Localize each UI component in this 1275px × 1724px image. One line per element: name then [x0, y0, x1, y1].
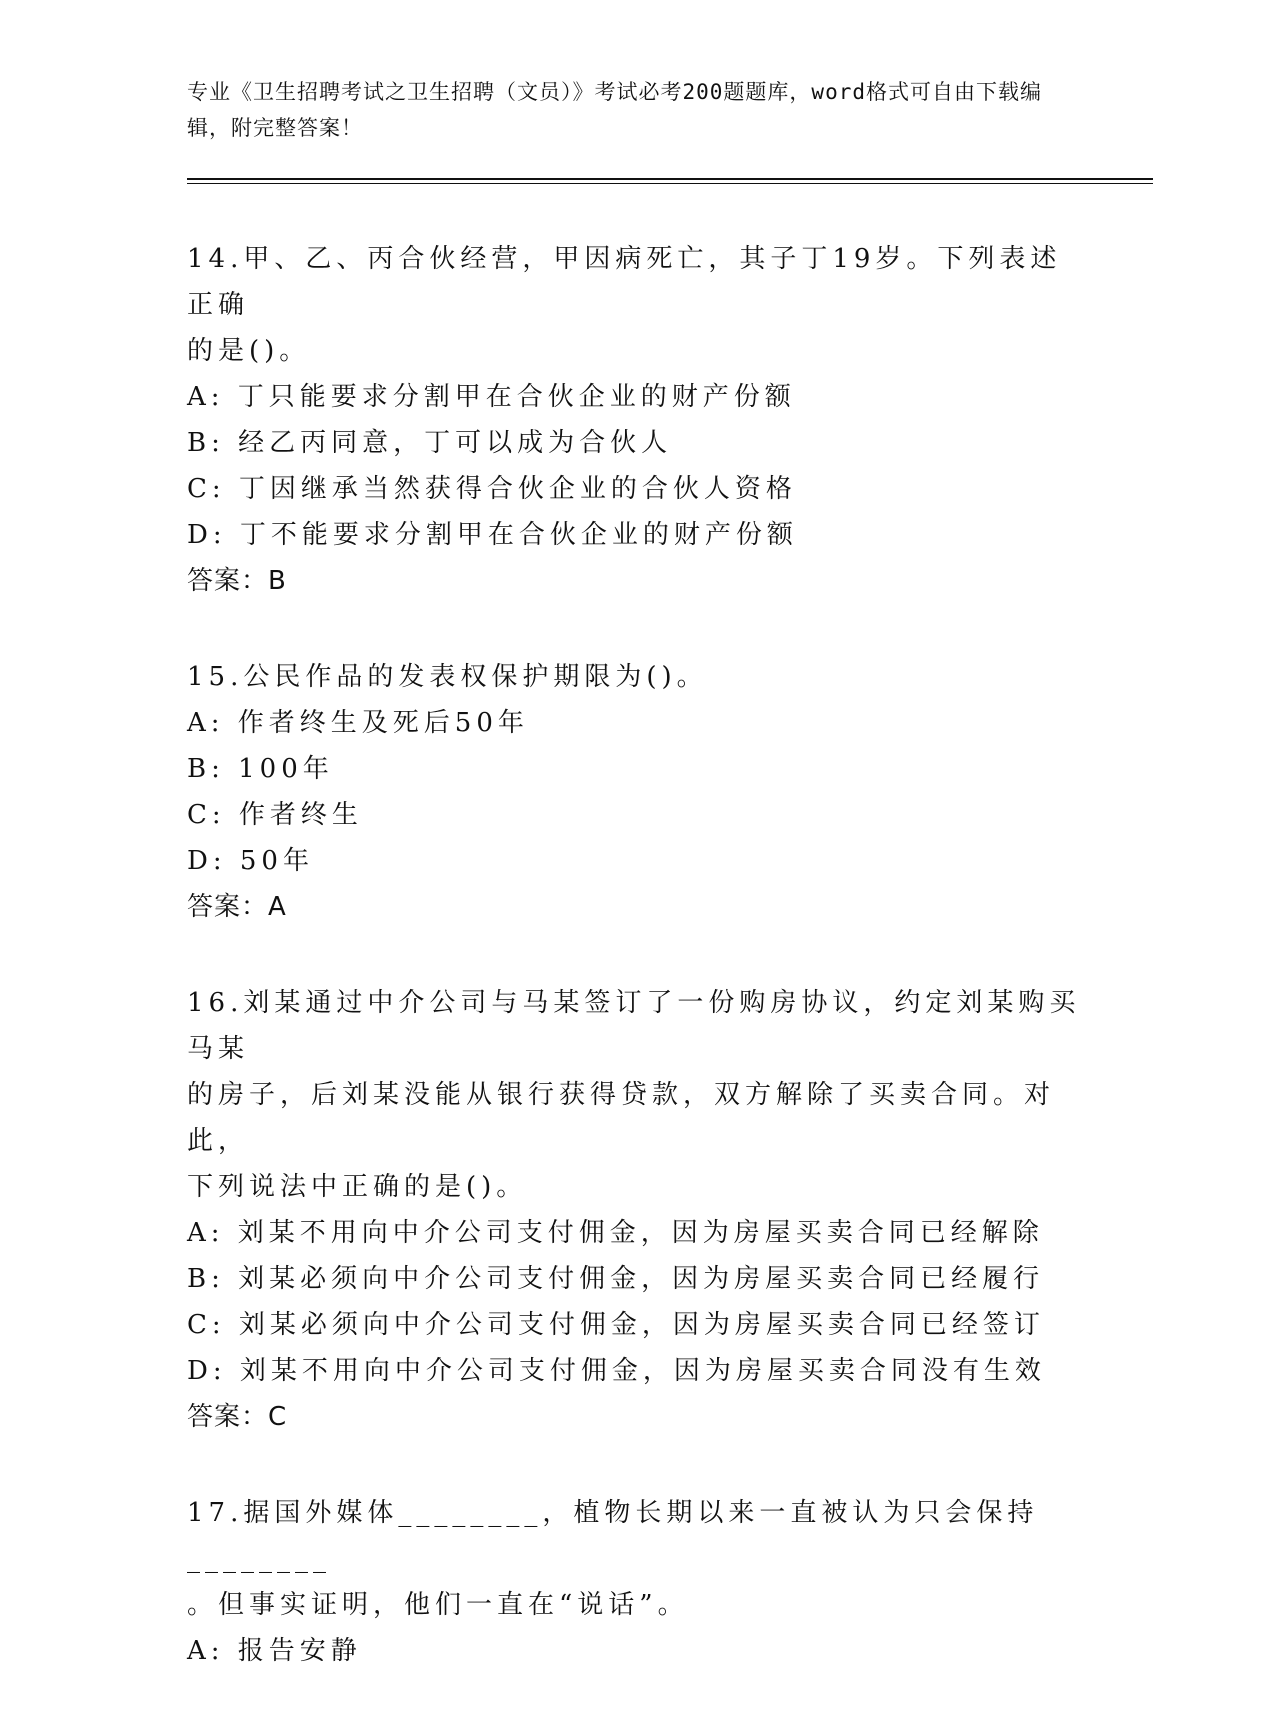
question-stem-line: 的是()。: [187, 336, 311, 366]
answer-line: 答案：C: [187, 1402, 288, 1432]
option-a: A: 作者终生及死后50年: [187, 708, 529, 738]
question-list: [187, 236, 1087, 1724]
document-header: 专业《卫生招聘考试之卫生招聘（文员）》考试必考200题题库，word格式可自由下载编辑，附完整答案！: [187, 80, 1042, 140]
question-stem-line: 。但事实证明，他们一直在“说话”。: [187, 1590, 689, 1620]
option-c: C: 作者终生: [187, 800, 363, 830]
option-b: B: 经乙丙同意，丁可以成为合伙人: [187, 428, 673, 458]
option-c: C: 丁因继承当然获得合伙企业的合伙人资格: [187, 474, 797, 504]
question-16: [187, 980, 1087, 1440]
question-stem-line: 15.公民作品的发表权保护期限为()。: [187, 662, 708, 692]
option-d: D: 50年: [187, 846, 314, 876]
question-stem-line: 16.刘某通过中介公司与马某签订了一份购房协议，约定刘某购买马某: [187, 988, 1081, 1064]
answer-line: 答案：B: [187, 566, 287, 596]
option-c: C: 刘某必须向中介公司支付佣金，因为房屋买卖合同已经签订: [187, 1310, 1045, 1340]
question-14: [187, 236, 1087, 604]
question-stem-line: 14.甲、乙、丙合伙经营，甲因病死亡，其子丁19岁。下列表述正确: [187, 244, 1062, 320]
option-b: B: 刘某必须向中介公司支付佣金，因为房屋买卖合同已经履行: [187, 1264, 1045, 1294]
option-d: D: 丁不能要求分割甲在合伙企业的财产份额: [187, 520, 798, 550]
header-divider: [187, 178, 1153, 184]
option-b: B: 100年: [187, 754, 334, 784]
question-stem-line: 的房子，后刘某没能从银行获得贷款，双方解除了买卖合同。对此，: [187, 1080, 1056, 1156]
question-stem-line: 下列说法中正确的是()。: [187, 1172, 528, 1202]
question-17: [187, 1490, 1087, 1674]
question-15: [187, 654, 1087, 930]
option-d: D: 刘某不用向中介公司支付佣金，因为房屋买卖合同没有生效: [187, 1356, 1046, 1386]
answer-line: 答案：A: [187, 892, 287, 922]
option-a: A: 丁只能要求分割甲在合伙企业的财产份额: [187, 382, 796, 412]
question-stem-line: 17.据国外媒体________，植物长期以来一直被认为只会保持________: [187, 1498, 1039, 1574]
option-a: A: 刘某不用向中介公司支付佣金，因为房屋买卖合同已经解除: [187, 1218, 1044, 1248]
option-a: A: 报告安静: [187, 1636, 362, 1666]
